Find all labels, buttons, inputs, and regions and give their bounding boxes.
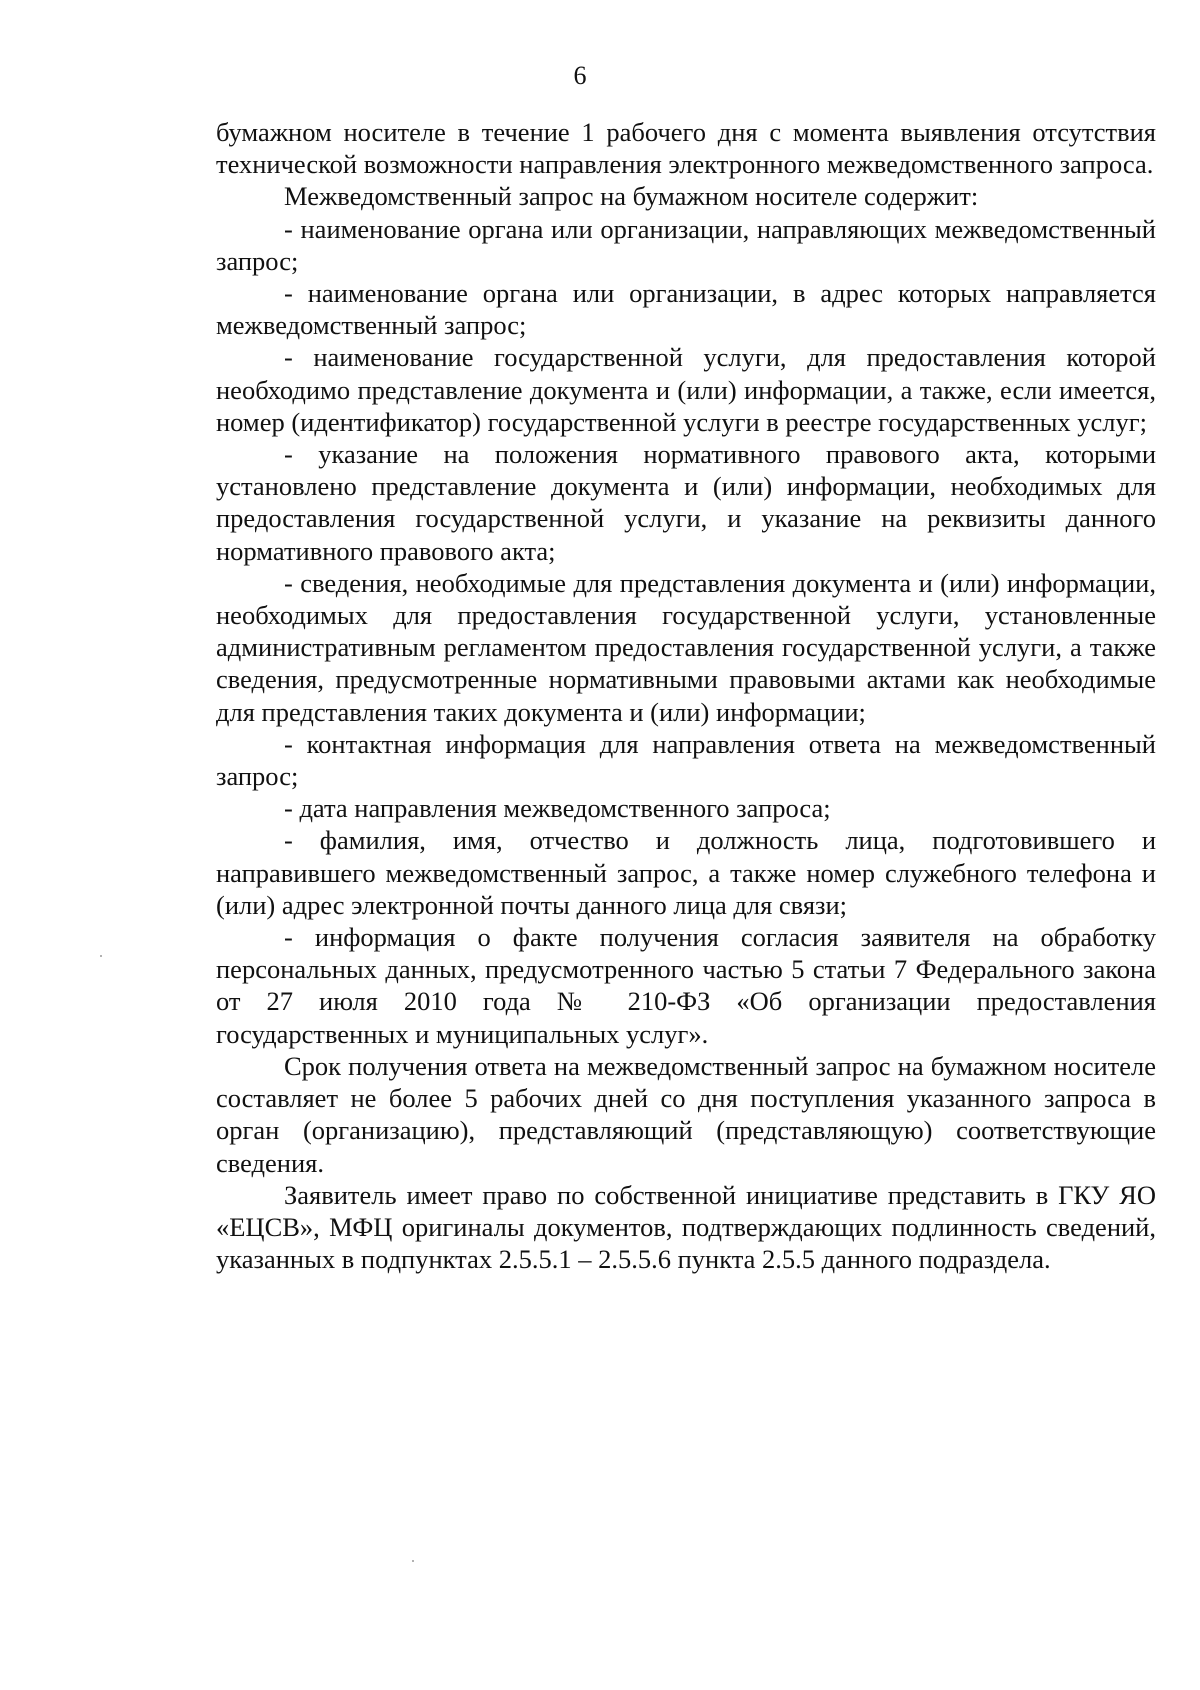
paragraph-request-contents-intro: Межведомственный запрос на бумажном носителе содержит: (284, 181, 979, 212)
list-item-request-date: - дата направления межведомственного запроса; (284, 793, 831, 824)
page-number (0, 60, 1200, 92)
list-item-required-info: - сведения, необходимые для представления документа и (или) информации, необходимых для предоставления государственной услуги, установленные административным регламентом предоставления государственной услуги, а также сведения, предусмотренные нормативными правовыми актами как необходимые для представления таких документа и (или) информации; (216, 567, 1156, 727)
list-item-consent-info: - информация о факте получения согласия заявителя на обработку персональных данных, предусмотренного частью 5 статьи 7 Федерального закона от 27 июля 2010 года № 210-ФЗ «Об организации предоставления государственных и муниципальных услуг». (216, 922, 1156, 1049)
list-item-responsible-person: - фамилия, имя, отчество и должность лица, подготовившего и направившего межведомственный запрос, а также номер служебного телефона и (или) адрес электронной почты данного лица для связи; (216, 825, 1156, 920)
scan-speck (100, 955, 102, 957)
paragraph-response-deadline: Срок получения ответа на межведомственный запрос на бумажном носителе составляет не более 5 рабочих дней со дня поступления указанного запроса в орган (организацию), представляющий (представляющую) соответствующие сведения. (216, 1050, 1156, 1178)
list-item-sender-name: - наименование органа или организации, направляющих межведомственный запрос; (216, 213, 1156, 276)
paragraph-continuation: бумажном носителе в течение 1 рабочего дня с момента выявления отсутствия технической возможности направления электронного межведомственного запроса. (216, 117, 1156, 180)
body-text (216, 116, 1156, 1275)
scan-speck (412, 1560, 414, 1562)
list-item-service-name: - наименование государственной услуги, для предоставления которой необходимо представление документа и (или) информации, а также, если имеется, номер (идентификатор) государственной услуги в реестре государственных услуг; (216, 342, 1156, 437)
page-number-text: 6 (573, 61, 587, 90)
list-item-legal-act: - указание на положения нормативного правового акта, которыми установлено представление документа и (или) информации, необходимых для предоставления государственной услуги, и указание на реквизиты данного нормативного правового акта; (216, 439, 1156, 566)
list-item-recipient-name: - наименование органа или организации, в адрес которых направляется межведомственный запрос; (216, 278, 1156, 341)
paragraph-applicant-right: Заявитель имеет право по собственной инициативе представить в ГКУ ЯО «ЕЦСВ», МФЦ оригиналы документов, подтверждающих подлинность сведений, указанных в подпунктах 2.5.5.1 – 2.5.5.6 пункта 2.5.5 данного подраздела. (216, 1179, 1156, 1275)
list-item-contact-info: - контактная информация для направления ответа на межведомственный запрос; (216, 728, 1156, 792)
